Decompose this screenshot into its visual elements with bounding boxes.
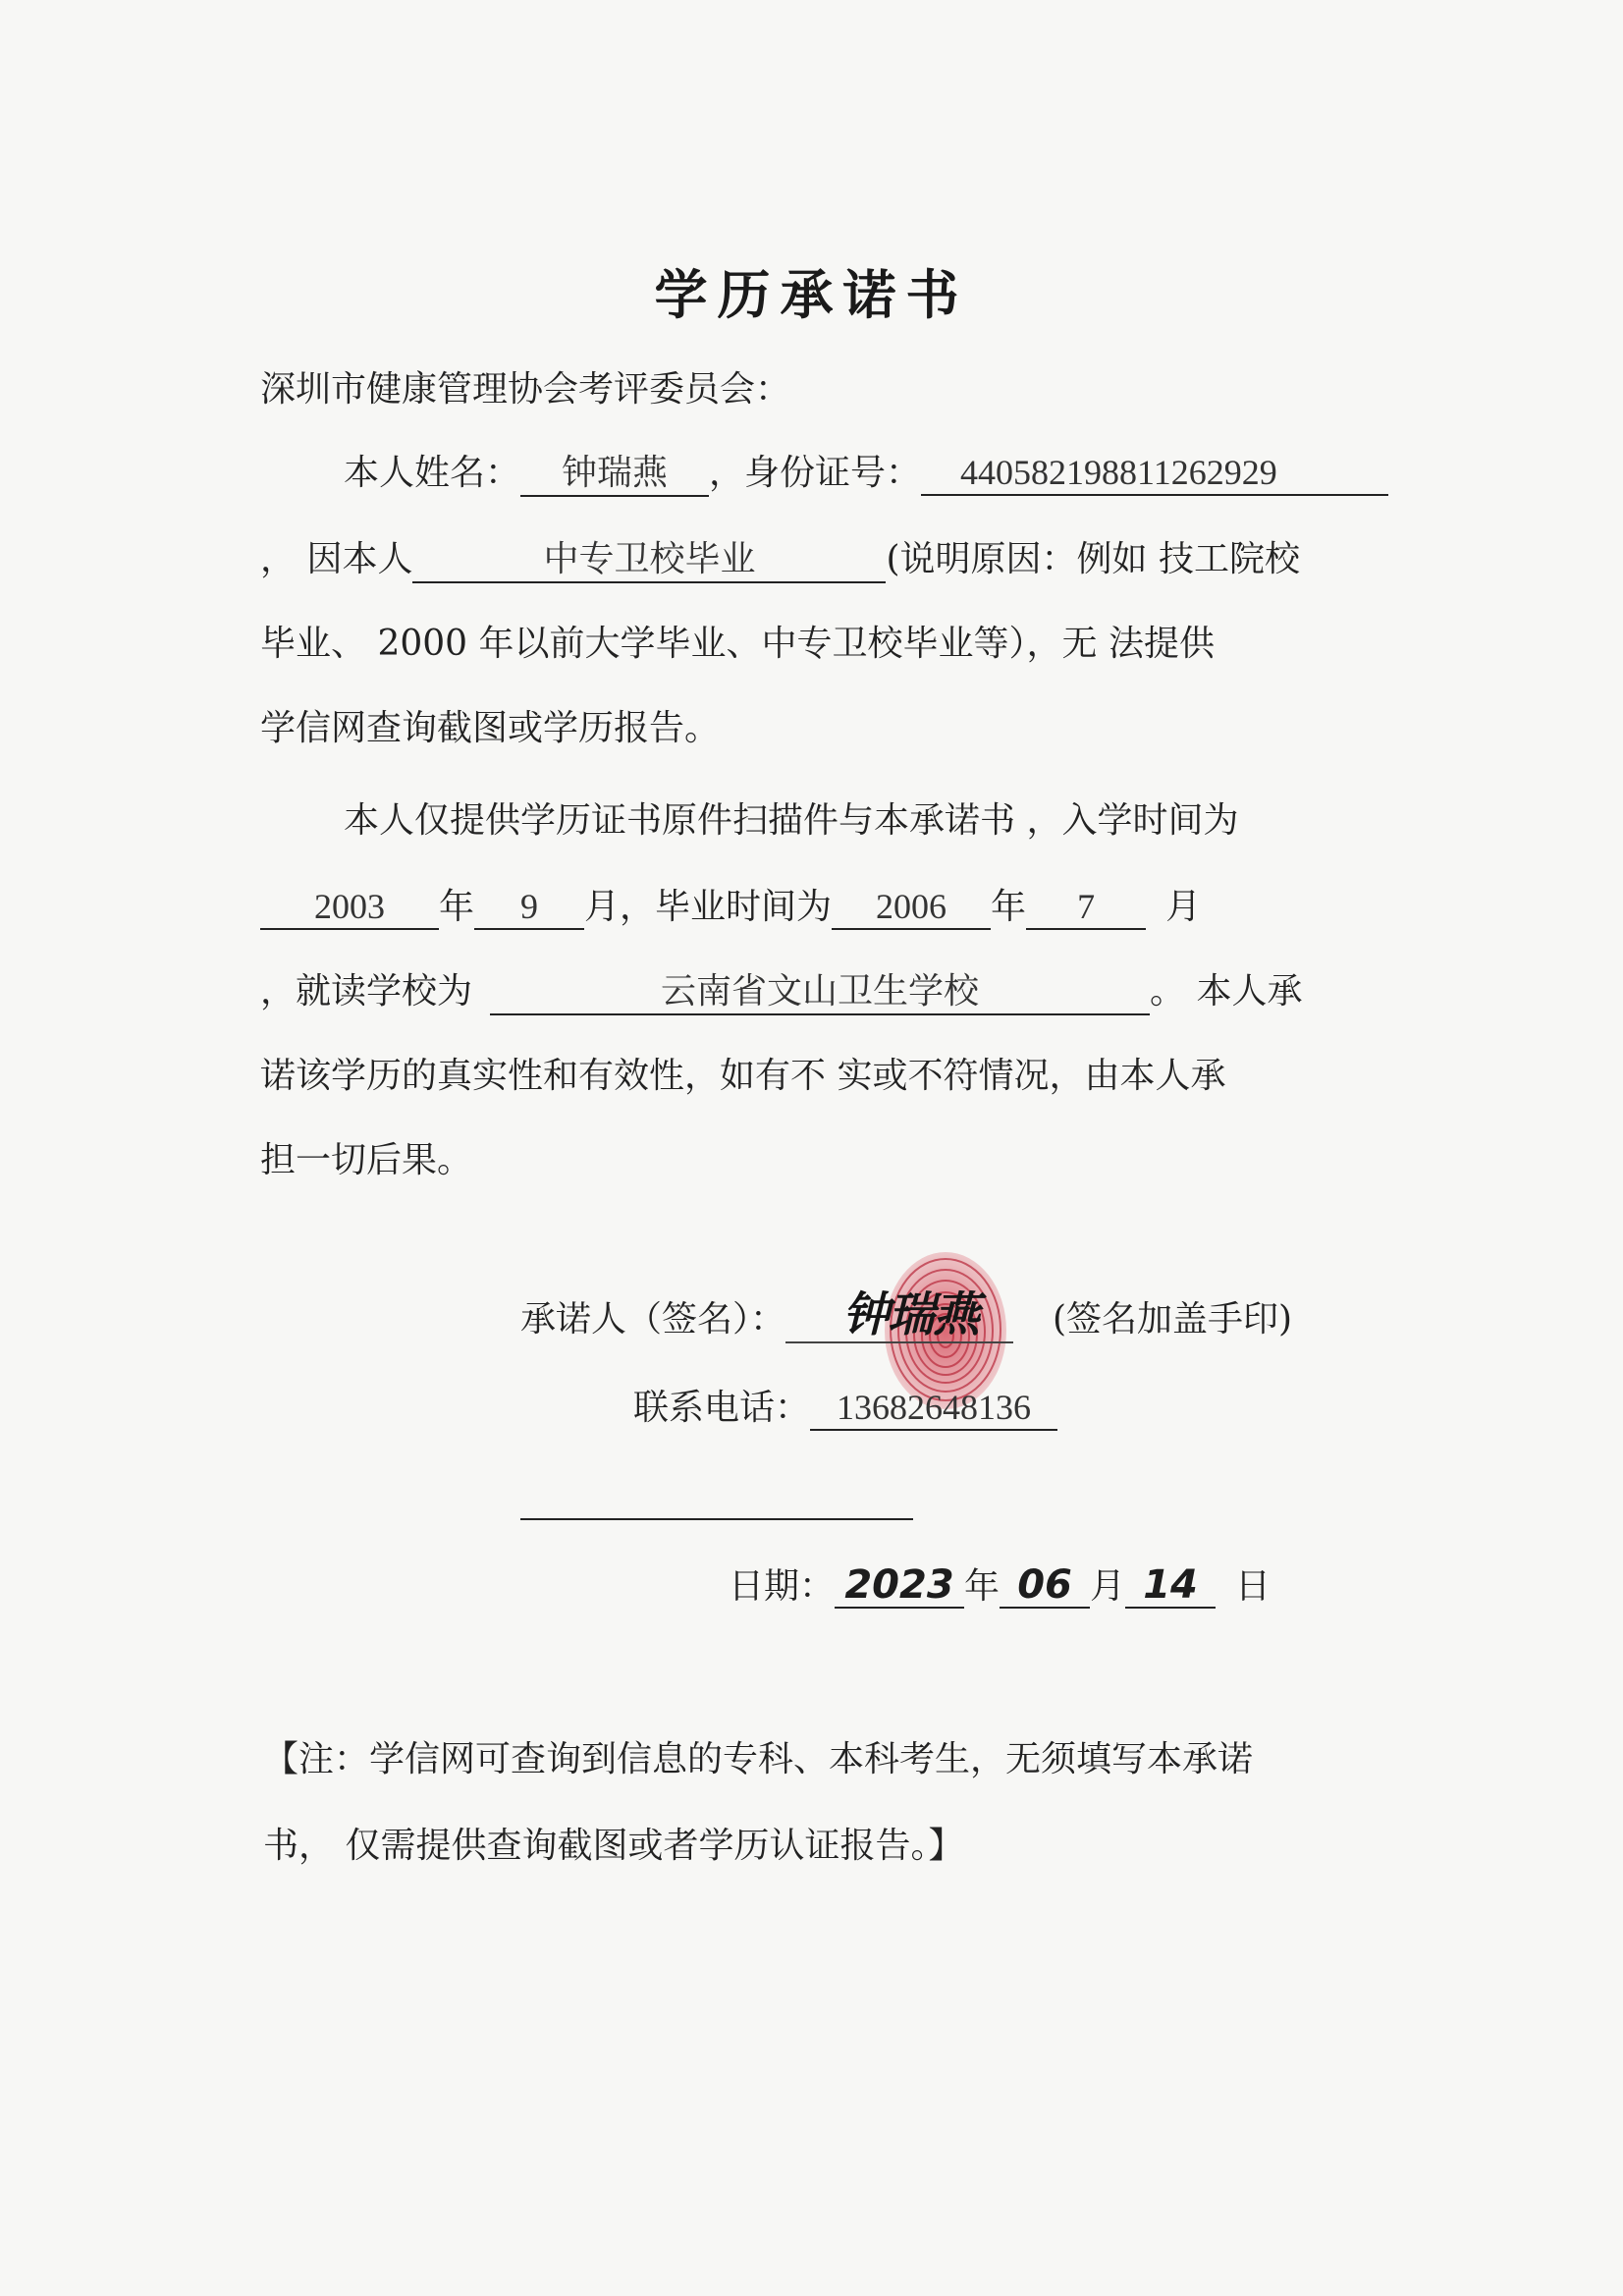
signer-label: 承诺人（签名）： [520, 1299, 786, 1339]
grad-month-field [1026, 885, 1146, 930]
date-month: 06 [1017, 1562, 1072, 1608]
document-title: 学历承诺书 [654, 264, 969, 326]
phone-label: 联系电话： [633, 1388, 811, 1428]
phone-field [810, 1386, 1057, 1431]
reason-hint-2: 毕业、 2000 年以前大学毕业、中专卫校毕业等），无 法提供 [260, 624, 1215, 664]
phone-line [633, 1385, 1057, 1432]
enroll-month-field [474, 885, 584, 930]
grad-label: ，毕业时间为 [620, 887, 833, 927]
date-year-field [835, 1563, 964, 1609]
date-month-char: 月 [1090, 1566, 1126, 1607]
id-value: 440582198811262929 [960, 453, 1277, 492]
enroll-year: 2003 [314, 887, 385, 926]
date-year-char: 年 [964, 1566, 1001, 1607]
phone-value: 13682648136 [837, 1388, 1032, 1427]
commit-2: 诺该学历的真实性和有效性，如有不 实或不符情况，由本人承 [260, 1056, 1226, 1096]
date-month-field [1000, 1563, 1090, 1609]
dates-line [260, 884, 1201, 931]
date-day-field [1125, 1563, 1216, 1609]
reason-line [260, 536, 1300, 583]
date-day: 14 [1143, 1562, 1198, 1608]
note-line-1: 【注：学信网可查询到信息的专科、本科考生，无须填写本承诺 [263, 1739, 1254, 1779]
id-field [921, 451, 1388, 496]
commit-1: 。 本人承 [1150, 971, 1303, 1011]
grad-year-char: 年 [991, 887, 1027, 927]
date-day-char: 日 [1235, 1566, 1271, 1607]
reason-hint-1: (说明原因：例如 技工院校 [886, 539, 1300, 579]
name-field [520, 452, 709, 497]
name-value: 钟瑞燕 [562, 453, 669, 493]
handwritten-signature: 钟瑞燕 [842, 1287, 979, 1342]
enroll-month-char: 月 [584, 887, 621, 927]
date-year: 2023 [844, 1562, 954, 1608]
commit-3: 担一切后果。 [260, 1140, 473, 1180]
date-label: 日期： [729, 1566, 836, 1607]
reason-prefix: ， 因本人 [260, 539, 413, 579]
reason-hint-3: 学信网查询截图或学历报告。 [260, 708, 721, 748]
blank-signature-line [520, 1518, 913, 1520]
id-label: ，身份证号： [709, 453, 922, 493]
enroll-year-field [260, 885, 439, 930]
enroll-year-char: 年 [439, 887, 475, 927]
date-line [729, 1563, 1271, 1611]
name-id-line [344, 450, 1388, 497]
salutation: 深圳市健康管理协会考评委员会： [260, 369, 791, 410]
grad-year: 2006 [876, 887, 947, 926]
reason-field [412, 538, 886, 583]
para2-line1: 本人仅提供学历证书原件扫描件与本承诺书 ，入学时间为 [344, 800, 1239, 841]
grad-month-char: 月 [1165, 887, 1202, 927]
signer-note: (签名加盖手印) [1053, 1299, 1293, 1339]
grad-year-field [832, 885, 991, 930]
note-line-2: 书， 仅需提供查询截图或者学历认证报告。】 [263, 1826, 964, 1866]
reason-value: 中专卫校毕业 [543, 539, 756, 579]
school-line [260, 968, 1302, 1015]
grad-month: 7 [1077, 887, 1096, 926]
enroll-month: 9 [520, 887, 539, 926]
school-field [490, 970, 1150, 1015]
school-value: 云南省文山卫生学校 [661, 971, 980, 1011]
school-label: ，就读学校为 [260, 971, 473, 1011]
name-label: 本人姓名： [344, 453, 521, 493]
